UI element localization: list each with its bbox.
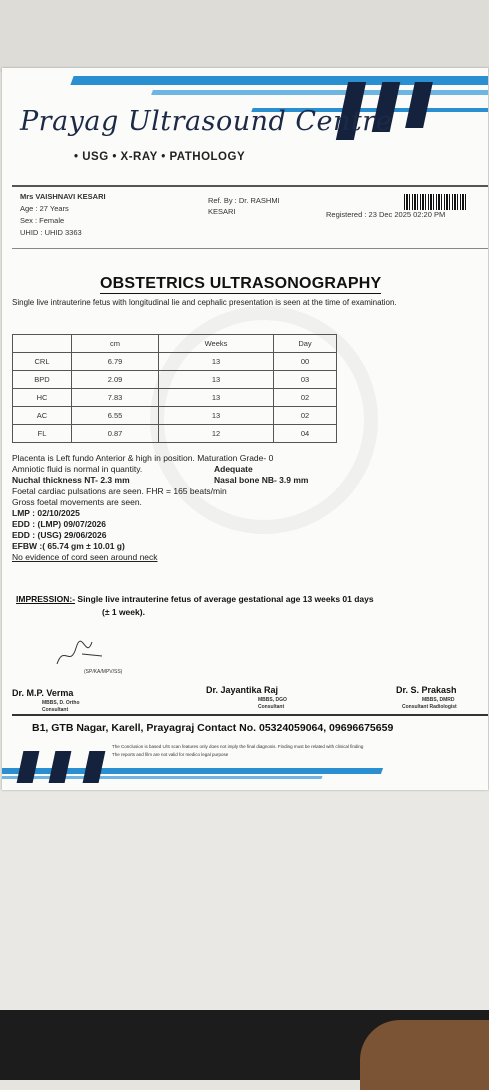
amniotic-value: Adequate [214,464,253,474]
nuchal-thickness: Nuchal thickness NT- 2.3 mm [12,475,130,485]
patient-sex: Sex : Female [20,216,65,225]
table-row [13,425,337,443]
doctor1-name: Dr. M.P. Verma [12,688,74,698]
patient-age: Age : 27 Years [20,204,69,213]
table-cell: AC [13,407,72,425]
clinic-services: • USG • X-RAY • PATHOLOGY [74,151,246,163]
doctor2-role: Consultant [258,704,285,710]
edd-lmp-line: EDD : (LMP) 09/07/2026 [12,519,107,529]
logo-mark-3 [405,82,433,128]
impression-block [16,594,374,617]
patient-uhid: UHID : UHID 3363 [20,228,82,237]
amniotic-line [12,464,273,475]
table-cell: 02 [274,407,337,425]
report-title: OBSTETRICS ULTRASONOGRAPHY [100,275,382,292]
table-cell: 03 [274,371,337,389]
edd-usg-line: EDD : (USG) 29/06/2026 [12,530,107,540]
table-row [13,353,337,371]
registered-date: Registered : 23 Dec 2025 02:20 PM [326,210,446,219]
impression-range: (± 1 week). [102,607,145,617]
desk-surface [0,790,489,1020]
background-top [0,0,489,72]
table-cell: FL [13,425,72,443]
doctor1-degree: MBBS, D. Ortho [42,700,80,706]
contact-line: B1, GTB Nagar, Karell, Prayagraj Contact No. 05324059064, 09696675659 [32,722,394,734]
divider-top [12,185,488,187]
placenta-line: Placenta is Left fundo Anterior & high in position. Maturation Grade- 0 [12,453,274,463]
movements-line: Gross foetal movements are seen. [12,497,142,507]
divider-patient [12,248,488,249]
footer-note-2: The reports and film are not valid for medico legal purpose [112,752,229,757]
table-header-row [13,335,337,353]
efbw-line: EFBW :( 65.74 gm ± 10.01 g) [12,541,125,551]
doctor3-degree: MBBS, DMRD [422,697,455,703]
table-header: cm [72,335,159,353]
table-cell: 00 [274,353,337,371]
table-cell: 2.09 [72,371,159,389]
report-paper [2,68,488,790]
table-row [13,407,337,425]
handwritten-signature [52,634,112,674]
table-cell: 7.83 [72,389,159,407]
ref-by: Ref. By : Dr. RASHMI [208,196,280,205]
table-cell: 13 [159,353,274,371]
impression-label: IMPRESSION:- [16,594,76,604]
fhr-line: Foetal cardiac pulsations are seen. FHR = 165 beats/min [12,486,227,496]
table-cell: 12 [159,425,274,443]
patient-name: Mrs VAISHNAVI KESARI [20,192,106,201]
ref-by-cont: KESARI [208,207,236,216]
table-row [13,389,337,407]
clinic-logo: Prayag Ultrasound Centre [20,106,393,137]
doctor2-degree: MBBS, DGO [258,697,287,703]
findings-section [12,453,309,563]
lmp-line: LMP : 02/10/2025 [12,508,80,518]
table-header [13,335,72,353]
table-cell: 13 [159,407,274,425]
impression-text: Single live intrauterine fetus of average gestational age 13 weeks 01 days [77,594,374,604]
table-header: Weeks [159,335,274,353]
table-cell: CRL [13,353,72,371]
table-cell: 6.79 [72,353,159,371]
table-cell: 13 [159,389,274,407]
barcode [404,194,468,210]
divider-footer [12,714,488,716]
table-cell: BPD [13,371,72,389]
table-cell: 02 [274,389,337,407]
nt-nb-line [12,475,309,486]
header-stripe-2 [151,90,488,95]
amniotic-label: Amniotic fluid is normal in quantity. [12,464,143,474]
table-header: Day [274,335,337,353]
doctor1-role: Consultant [42,707,69,713]
footer-note-1: The Conclusion is based U/S scan features only does not imply the final diagnosis. Finding must be related with clinical finding [112,744,364,749]
cord-line: No evidence of cord seen around neck [12,552,158,562]
report-intro: Single live intrauterine fetus with longitudinal lie and cephalic presentation is seen at the time of examination. [12,298,397,307]
table-row [13,371,337,389]
table-cell: HC [13,389,72,407]
table-cell: 04 [274,425,337,443]
nasal-bone: Nasal bone NB- 3.9 mm [214,475,309,485]
biometry-table [12,334,337,443]
doctor2-name: Dr. Jayantika Raj [206,685,279,695]
table-cell: 13 [159,371,274,389]
doctor3-role: Consultant Radiologist [402,704,457,710]
doctor3-name: Dr. S. Prakash [396,685,457,695]
table-cell: 6.55 [72,407,159,425]
signature-initials: (SP/KA/MPV/SS) [84,669,123,675]
table-cell: 0.87 [72,425,159,443]
